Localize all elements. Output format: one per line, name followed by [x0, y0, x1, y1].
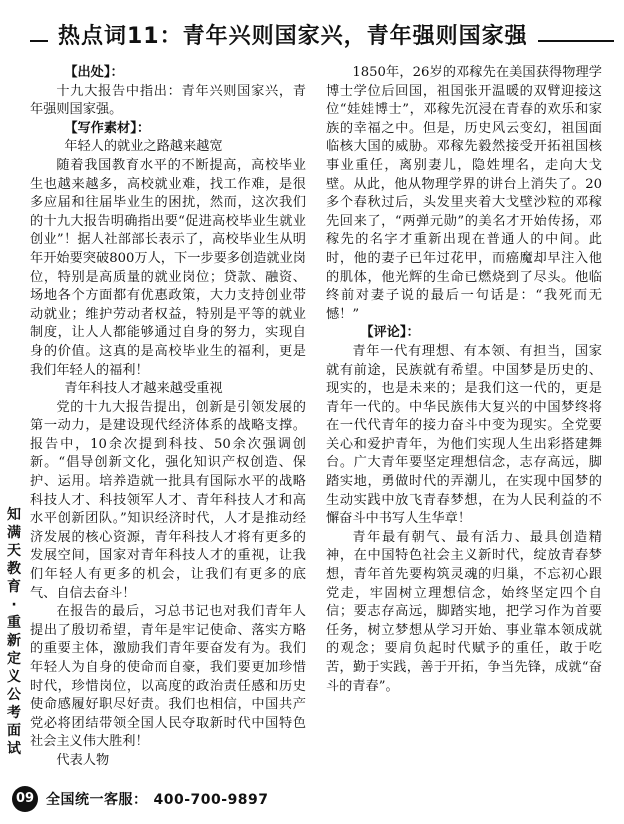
service-hotline: [46, 789, 269, 809]
slogan-char: 满: [7, 525, 21, 541]
paragraph-report-conclusion: 在报告的最后，习总书记也对我们青年人提出了殷切希望，青年是牢记使命、落实方略的重要主体，激励我们青年要奋发有为。我们年轻人为自身的使命而自豪，我们要更加珍惜时代，珍惜岗位，以高度的政治责任感和历史使命感履好职尽好责。我们也相信，中国共产党必将团结带领全国人民夺取新时代中国特色社会主义伟大胜利！: [30, 604, 306, 750]
slogan-char: 知: [7, 507, 21, 523]
paragraph-employment: 随着我国教育水平的不断提高，高校毕业生也越来越多，高校就业难，找工作难，是很多应届和往届毕业生的困扰，然而，这次我们的十九大报告明确指出要“促进高校毕业生就业创业”！据人社部部长表示了，高校毕业生从明年开始要突破800万人，下一步要多创造就业岗位，特别是高质量的就业岗位；贷款、融资、场地各个方面都有优惠政策，大力支持创业带动就业；维护劳动者权益，特别是平等的就业制度，让人人都能够通过自身的努力，实现自身的价值。这真的是高校毕业生的福利，更是我们年轻人的福利！: [30, 157, 306, 378]
paragraph-comment-2: 青年最有朝气、最有活力、最具创造精神，在中国特色社会主义新时代，绽放青春梦想，青年首先要构筑灵魂的归巢，不忘初心跟党走，牢固树立理想信念，始终坚定四个自信；要志存高远，脚踏实地，把学习作为首要任务，树立梦想从学习开始、事业靠本领成就的观念；要肩负起时代赋予的重任，敢于吃苦，勤于实践，善于开拓，争当先锋，成就“奋斗的青春”。: [326, 529, 602, 694]
slogan-char: 义: [7, 669, 21, 685]
hotline-label: 全国统一客服：: [46, 792, 148, 808]
slogan-char: 考: [7, 705, 21, 721]
comment-heading: 【评论】：: [360, 325, 420, 341]
title-bar: [30, 12, 614, 60]
subheading-employment: 年轻人的就业之路越来越宽: [64, 139, 223, 155]
subheading-tech-talent: 青年科技人才越来越受重视: [64, 381, 223, 397]
slogan-char: 试: [7, 741, 21, 757]
paragraph-deng-jiaxian: 1850年，26岁的邓稼先在美国获得物理学博士学位后回国，祖国张开温暖的双臂迎接这位“娃娃博士”，邓稼先沉浸在青春的欢乐和家族的幸福之中。但是，历史风云变幻，祖国面临核大国的威胁。邓稼先毅然接受开拓祖国核事业重任，离别妻儿，隐姓埋名，走向大戈壁。从此，他从物理学界的讲台上消失了。20多个春秋过后，头发里夹着大戈壁沙粒的邓稼先回来了，“两弹元勋”的美名才开始传扬，邓稼先的名字才重新出现在普通人的中间。此时，他的妻子已年过花甲，而癌魔却早注入他的肌体，他光辉的生命已燃烧到了尽头。他临终前对妻子说的最后一句话是：“我死而无憾！”: [326, 65, 602, 322]
slogan-char: 面: [7, 723, 21, 739]
page-number: 09: [12, 786, 38, 812]
source-text: 十九大报告中指出：青年兴则国家兴，青年强则国家强。: [30, 83, 306, 118]
right-column: [326, 64, 602, 768]
paragraph-comment-1: 青年一代有理想、有本领、有担当，国家就有前途，民族就有希望。中国梦是历史的、现实的，也是未来的；是我们这一代的，更是青年一代的。中华民族伟大复兴的中国梦终将在一代代青年的接力奋斗中变为现实。全党要关心和爱护青年，为他们实现人生出彩搭建舞台。广大青年要坚定理想信念，志存高远，脚踏实地，勇做时代的弄潮儿，在实现中国梦的生动实践中放飞青春梦想，在为人民利益的不懈奋斗中书写人生华章！: [326, 343, 602, 527]
paragraph-tech-talent: 党的十九大报告提出，创新是引领发展的第一动力，是建设现代经济体系的战略支撑。报告中，10余次提到科技、50余次强调创新。“倡导创新文化，强化知识产权创造、保护、运用。培养造就一批具有国际水平的战略科技人才、科技领军人才、青年科技人才和高水平创新团队。”知识经济时代，人才是推动经济发展的核心资源，青年科技人才将有更多的发展空间，国家对青年科技人才的重视，让我们年轻人有更多的机会，让我们有更多的底气、自信去奋斗！: [30, 399, 306, 601]
left-column: [30, 64, 306, 768]
representative-figure-label: 代表人物: [56, 752, 110, 768]
slogan-char: 育: [7, 579, 21, 595]
slogan-char: 重: [7, 615, 21, 631]
hotline-number: 400-700-9897: [153, 792, 269, 808]
source-heading: 【出处】：: [64, 65, 124, 80]
slogan-char: 新: [7, 633, 21, 649]
slogan-char: 天: [7, 543, 21, 559]
slogan-char: 教: [7, 561, 21, 577]
material-heading: 【写作素材】：: [64, 120, 151, 136]
page-footer: [12, 786, 372, 814]
article-body: [30, 64, 606, 768]
side-slogan: [4, 506, 24, 758]
slogan-char: ·: [11, 597, 17, 613]
slogan-char: 公: [7, 687, 21, 703]
slogan-char: 定: [7, 651, 21, 667]
page-title: 热点词11：青年兴则国家兴，青年强则国家强: [48, 22, 538, 52]
